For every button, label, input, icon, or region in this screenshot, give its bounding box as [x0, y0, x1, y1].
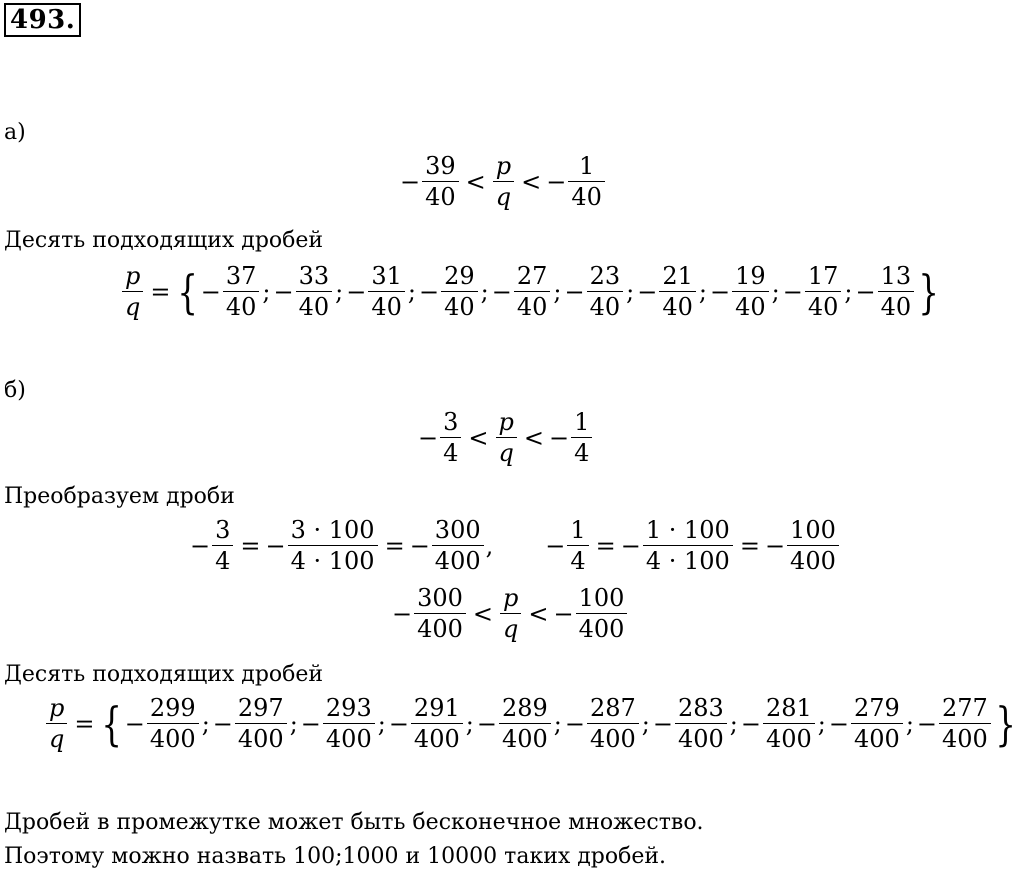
denominator: 400 — [576, 613, 628, 641]
denominator: 4 · 100 — [288, 545, 378, 573]
separator: ; — [465, 709, 474, 738]
less-than-sign: < — [521, 167, 542, 196]
numerator: 37 — [225, 262, 257, 290]
minus-sign: − — [273, 277, 294, 306]
numerator: 297 — [237, 694, 284, 722]
minus-sign: − — [545, 531, 566, 560]
less-than-sign: < — [528, 599, 549, 628]
fraction — [805, 264, 842, 319]
separator: ; — [817, 709, 826, 738]
fraction — [763, 696, 815, 751]
minus-sign: − — [710, 277, 731, 306]
denominator: q — [493, 181, 514, 209]
problem-number: 493. — [4, 3, 81, 37]
right-brace: } — [918, 264, 940, 319]
denominator: 400 — [787, 545, 839, 573]
denominator: q — [500, 613, 521, 641]
minus-sign: − — [476, 709, 497, 738]
numerator: 293 — [325, 694, 372, 722]
fraction — [296, 264, 333, 319]
fraction — [732, 264, 769, 319]
fraction — [643, 518, 733, 573]
numerator: 39 — [425, 152, 456, 180]
equals-sign: = — [150, 277, 171, 306]
denominator: 400 — [147, 723, 199, 751]
minus-sign: − — [200, 277, 221, 306]
denominator: 400 — [411, 723, 463, 751]
less-than-sign: < — [465, 167, 486, 196]
denominator: q — [122, 291, 143, 319]
separator: ; — [407, 277, 417, 306]
fraction — [212, 518, 233, 573]
fraction — [147, 696, 199, 751]
part-a-inequality — [400, 154, 607, 209]
conclusion-line-2: Поэтому можно назвать 100;1000 и 10000 таких дробей. — [4, 844, 667, 869]
denominator: 4 — [567, 545, 588, 573]
denominator: 400 — [499, 723, 551, 751]
part-b-fraction-set — [44, 696, 1018, 751]
denominator: 400 — [763, 723, 815, 751]
denominator: 400 — [432, 545, 484, 573]
denominator: 400 — [414, 613, 466, 641]
minus-sign: − — [491, 277, 512, 306]
denominator: 400 — [323, 723, 375, 751]
separator: ; — [641, 709, 650, 738]
denominator: 40 — [878, 291, 915, 319]
fraction — [441, 264, 478, 319]
right-brace: } — [995, 696, 1016, 751]
separator: ; — [480, 277, 489, 306]
minus-sign: − — [400, 167, 421, 196]
fraction — [675, 696, 727, 751]
numerator: 27 — [516, 262, 548, 290]
fraction — [939, 696, 991, 751]
part-b-inequality — [418, 410, 594, 465]
minus-sign: − — [740, 709, 761, 738]
part-a-fraction-set — [120, 264, 941, 319]
numerator: 13 — [880, 262, 912, 290]
numerator: p — [125, 262, 141, 290]
numerator: 277 — [942, 694, 988, 722]
minus-sign: − — [212, 709, 233, 738]
minus-sign: − — [564, 709, 585, 738]
minus-sign: − — [419, 277, 440, 306]
numerator: 19 — [735, 262, 766, 290]
numerator: 33 — [298, 262, 330, 290]
less-than-sign: < — [523, 423, 544, 452]
minus-sign: − — [409, 531, 430, 560]
fraction — [223, 264, 260, 319]
fraction — [440, 410, 461, 465]
separator: ; — [553, 277, 562, 306]
fraction — [571, 410, 592, 465]
part-b-conversions — [190, 518, 841, 573]
numerator: 29 — [444, 262, 475, 290]
denominator: 40 — [223, 291, 260, 319]
numerator: 291 — [413, 694, 460, 722]
fraction — [499, 696, 551, 751]
separator: ; — [201, 709, 210, 738]
numerator: p — [503, 584, 519, 612]
denominator: 4 — [571, 437, 592, 465]
denominator: 40 — [368, 291, 405, 319]
minus-sign: − — [418, 423, 439, 452]
minus-sign: − — [828, 709, 849, 738]
variable-fraction — [122, 264, 143, 319]
separator: ; — [335, 277, 344, 306]
denominator: 400 — [235, 723, 287, 751]
separator: ; — [698, 277, 708, 306]
fraction — [414, 586, 466, 641]
denominator: 4 · 100 — [643, 545, 733, 573]
numerator: p — [49, 694, 65, 722]
denominator: 40 — [296, 291, 333, 319]
comma: , — [485, 531, 494, 560]
minus-sign: − — [564, 277, 585, 306]
fraction — [568, 154, 605, 209]
numerator: 287 — [589, 694, 636, 722]
minus-sign: − — [764, 531, 786, 560]
numerator: 1 — [570, 516, 586, 544]
denominator: q — [496, 437, 517, 465]
denominator: q — [46, 723, 67, 751]
variable-fraction — [493, 154, 514, 209]
numerator: 17 — [807, 262, 839, 290]
denominator: 40 — [805, 291, 842, 319]
numerator: 1 · 100 — [645, 516, 730, 544]
minus-sign: − — [300, 709, 321, 738]
fraction — [576, 586, 628, 641]
fraction — [567, 518, 588, 573]
part-b-convert-caption: Преобразуем дроби — [4, 484, 235, 509]
fraction — [587, 696, 639, 751]
numerator: 100 — [790, 516, 836, 544]
separator: ; — [626, 277, 635, 306]
separator: ; — [377, 709, 386, 738]
numerator: p — [495, 152, 512, 180]
fraction — [411, 696, 463, 751]
equals-sign: = — [384, 531, 405, 560]
separator: ; — [262, 277, 271, 306]
fraction — [235, 696, 287, 751]
numerator: 23 — [589, 262, 621, 290]
numerator: 281 — [765, 694, 812, 722]
part-b-label: б) — [4, 378, 26, 403]
denominator: 40 — [568, 181, 605, 209]
numerator: 21 — [662, 262, 693, 290]
minus-sign: − — [346, 277, 367, 306]
variable-fraction — [500, 586, 521, 641]
minus-sign: − — [855, 277, 876, 306]
numerator: 100 — [578, 584, 625, 612]
minus-sign: − — [548, 423, 570, 452]
fraction — [787, 518, 839, 573]
minus-sign: − — [546, 167, 567, 196]
fraction — [368, 264, 405, 319]
equals-sign: = — [74, 709, 95, 738]
minus-sign: − — [620, 531, 641, 560]
left-brace: { — [177, 264, 199, 319]
part-b-inequality-2 — [392, 586, 629, 641]
fraction — [323, 696, 375, 751]
denominator: 40 — [441, 291, 478, 319]
numerator: 283 — [677, 694, 724, 722]
separator: ; — [771, 277, 780, 306]
minus-sign: − — [190, 531, 211, 560]
fraction — [514, 264, 551, 319]
numerator: 289 — [501, 694, 548, 722]
part-a-caption: Десять подходящих дробей — [4, 228, 324, 253]
numerator: 31 — [371, 262, 402, 290]
numerator: 300 — [434, 516, 481, 544]
separator: ; — [844, 277, 853, 306]
left-brace: { — [101, 696, 123, 751]
denominator: 400 — [939, 723, 991, 751]
denominator: 400 — [675, 723, 727, 751]
minus-sign: − — [388, 709, 409, 738]
numerator: 1 — [578, 152, 595, 180]
fraction — [422, 154, 459, 209]
denominator: 40 — [422, 181, 459, 209]
fraction — [288, 518, 378, 573]
minus-sign: − — [916, 709, 938, 738]
less-than-sign: < — [472, 599, 494, 628]
fraction — [851, 696, 903, 751]
fraction — [878, 264, 915, 319]
numerator: 3 — [215, 516, 231, 544]
denominator: 40 — [659, 291, 696, 319]
denominator: 4 — [212, 545, 233, 573]
denominator: 40 — [514, 291, 551, 319]
denominator: 40 — [587, 291, 624, 319]
less-than-sign: < — [468, 423, 489, 452]
minus-sign: − — [553, 599, 574, 628]
separator: ; — [729, 709, 738, 738]
minus-sign: − — [265, 531, 286, 560]
numerator: 3 — [443, 408, 459, 436]
minus-sign: − — [637, 277, 658, 306]
minus-sign: − — [124, 709, 145, 738]
denominator: 40 — [732, 291, 769, 319]
part-b-caption: Десять подходящих дробей — [4, 662, 324, 687]
separator: ; — [289, 709, 298, 738]
equals-sign: = — [739, 531, 760, 560]
variable-fraction — [46, 696, 67, 751]
numerator: 1 — [574, 408, 590, 436]
equals-sign: = — [595, 531, 616, 560]
fraction — [659, 264, 696, 319]
minus-sign: − — [652, 709, 673, 738]
separator: ; — [905, 709, 914, 738]
denominator: 4 — [440, 437, 461, 465]
equals-sign: = — [240, 531, 261, 560]
numerator: 279 — [854, 694, 900, 722]
separator: ; — [553, 709, 562, 738]
fraction — [432, 518, 484, 573]
denominator: 400 — [587, 723, 639, 751]
minus-sign: − — [782, 277, 803, 306]
numerator: p — [498, 408, 514, 436]
conclusion-line-1: Дробей в промежутке может быть бесконечное множество. — [4, 810, 704, 835]
numerator: 300 — [417, 584, 463, 612]
fraction — [587, 264, 624, 319]
denominator: 400 — [851, 723, 903, 751]
numerator: 299 — [149, 694, 196, 722]
variable-fraction — [496, 410, 517, 465]
minus-sign: − — [392, 599, 413, 628]
numerator: 3 · 100 — [290, 516, 375, 544]
part-a-label: а) — [4, 120, 26, 145]
